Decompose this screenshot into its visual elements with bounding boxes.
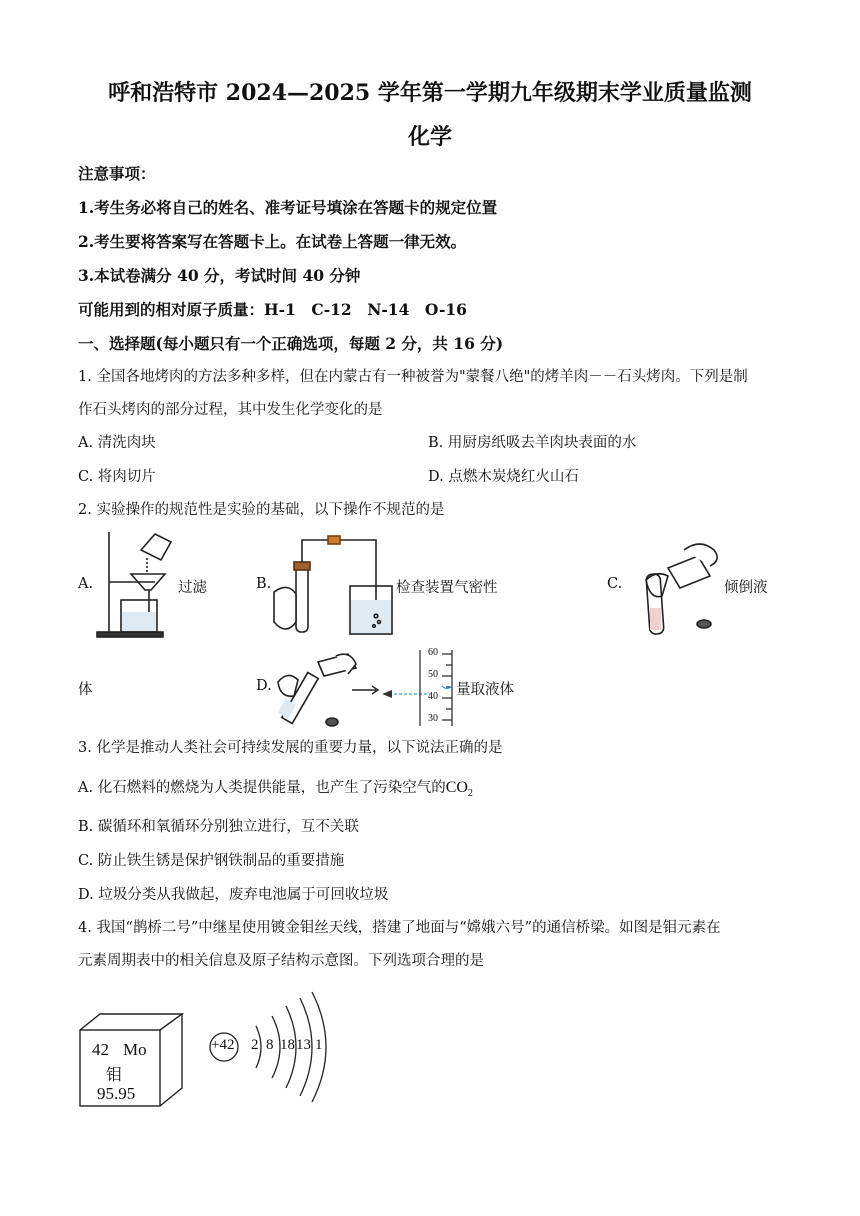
q3-option-b: B. 碳循环和氧循环分别独立进行，互不关联	[78, 819, 359, 835]
exam-title: 呼和浩特市 2024—2025 学年第一学期九年级期末学业质量监测	[108, 80, 752, 106]
q2-option-d-label: 量取液体	[456, 682, 514, 698]
q1-option-d: D. 点燃木炭烧红火山石	[428, 469, 579, 485]
q2-option-c-label-cont: 体	[78, 682, 93, 698]
note-item: 2.考生要将答案写在答题卡上。在试卷上答题一律无效。	[78, 232, 467, 251]
q3-option-a-text: A. 化石燃料的燃烧为人类提供能量，也产生了污染空气的	[78, 780, 446, 796]
q1-option-a: A. 清洗肉块	[78, 435, 156, 451]
q2-stem: 2. 实验操作的规范性是实验的基础，以下操作不规范的是	[78, 502, 445, 518]
q2-option-c-label: 倾倒液	[724, 580, 768, 596]
note-item: 1.考生务必将自己的姓名、准考证号填涂在答题卡的规定位置	[78, 198, 498, 217]
q2-option-c-letter: C.	[607, 576, 623, 592]
cyl-tick-label: 60	[428, 647, 438, 658]
element-atomic-mass: 95.95	[97, 1084, 136, 1103]
graduated-cylinder-scale	[418, 648, 460, 728]
q2-option-b-letter: B.	[256, 576, 272, 592]
cyl-tick-label: 50	[428, 669, 438, 680]
shell-electrons: 2	[251, 1037, 259, 1053]
q4-stem-line1: 4. 我国“鹊桥二号”中继星使用镀金钼丝天线，搭建了地面与“嫦娥六号”的通信桥梁。如图是钼元素在	[78, 920, 721, 936]
airtightness-illustration	[272, 534, 396, 638]
q3-option-c: C. 防止铁生锈是保护钢铁制品的重要措施	[78, 853, 345, 869]
q2-option-d-letter: D.	[256, 678, 272, 694]
cyl-tick-label: 40	[428, 691, 438, 702]
q3-formula: CO	[445, 779, 468, 796]
element-atomic-number: 42	[92, 1040, 109, 1059]
note-item: 3.本试卷满分 40 分，考试时间 40 分钟	[78, 266, 361, 285]
q3-option-a	[78, 778, 473, 804]
q3-option-d: D. 垃圾分类从我做起，废弃电池属于可回收垃圾	[78, 887, 389, 903]
q2-option-b-label: 检查装置气密性	[396, 580, 498, 596]
q4-stem-line2: 元素周期表中的相关信息及原子结构示意图。下列选项合理的是	[78, 953, 484, 969]
element-name: 钼	[106, 1065, 123, 1084]
shell-electrons: 8	[266, 1037, 274, 1053]
pouring-liquid-illustration	[640, 538, 730, 634]
shell-electrons: 13	[296, 1037, 311, 1053]
q3-stem: 3. 化学是推动人类社会可持续发展的重要力量，以下说法正确的是	[78, 740, 503, 756]
shell-electrons: 1	[315, 1037, 323, 1053]
q2-option-a-letter: A.	[78, 576, 94, 592]
shell-electrons: 18	[280, 1037, 295, 1053]
element-symbol: Mo	[123, 1040, 147, 1059]
q1-stem-line2: 作石头烤肉的部分过程，其中发生化学变化的是	[78, 402, 383, 418]
section-heading: 一、选择题(每小题只有一个正确选项，每题 2 分，共 16 分)	[78, 334, 504, 353]
q2-option-a-label: 过滤	[178, 580, 207, 596]
nucleus-charge: +42	[211, 1037, 235, 1053]
q1-option-c: C. 将肉切片	[78, 469, 156, 485]
q1-option-b: B. 用厨房纸吸去羊肉块表面的水	[428, 435, 637, 451]
notes-heading: 注意事项：	[78, 164, 156, 183]
atomic-masses: 可能用到的相对原子质量：H-1 C-12 N-14 O-16	[78, 300, 467, 319]
subject-title: 化学	[407, 124, 452, 150]
q3-formula-subscript: 2	[467, 787, 473, 799]
cyl-tick-label: 30	[428, 713, 438, 724]
q1-stem-line1: 1. 全国各地烤肉的方法多种多样，但在内蒙古有一种被誉为"蒙餐八绝"的烤羊肉－－石头烤肉。下列是制	[78, 369, 748, 385]
